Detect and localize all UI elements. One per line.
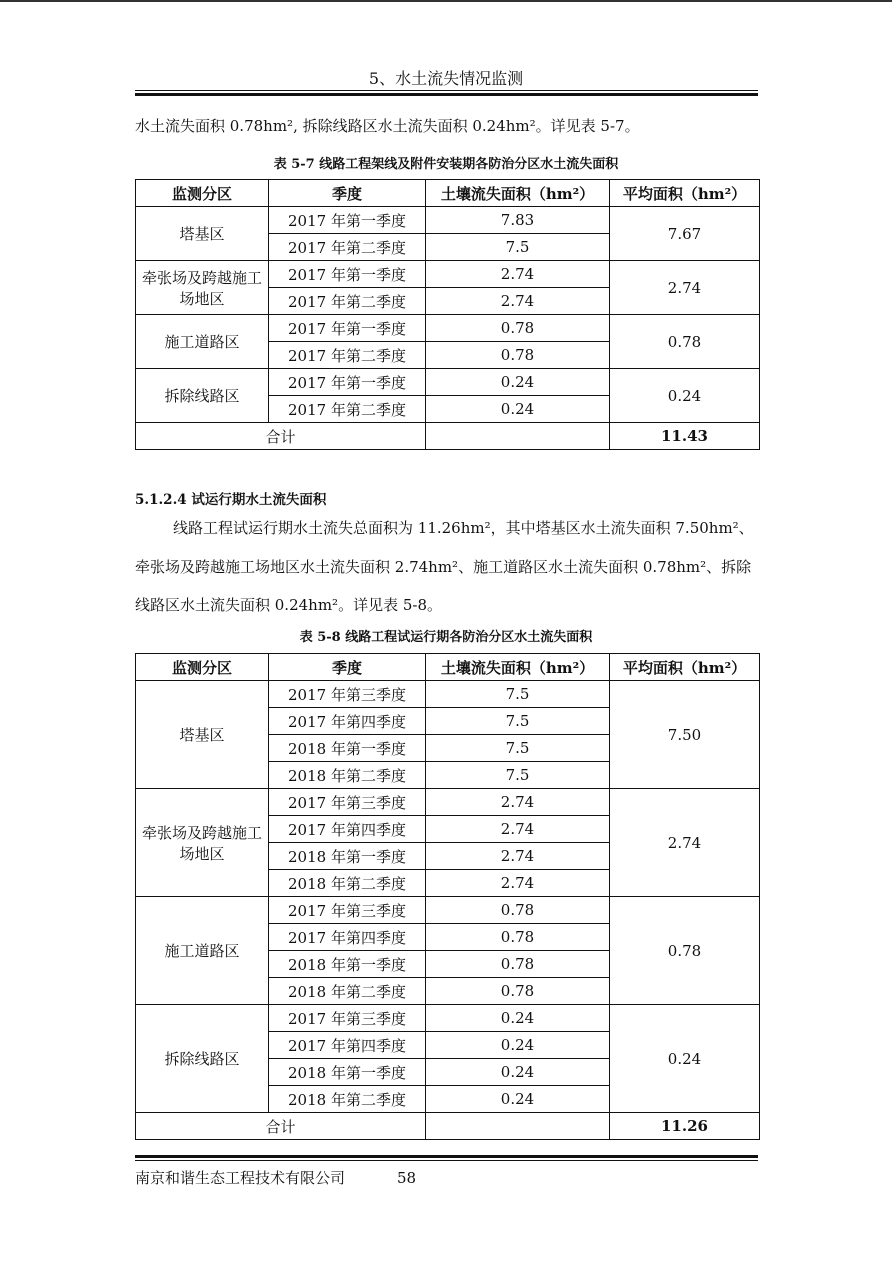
total-label: 合计 [136,423,426,450]
season-cell: 2017 年第一季度 [269,207,426,234]
average-cell: 0.78 [610,897,760,1005]
area-cell: 0.24 [426,1086,610,1113]
table-row [136,897,760,924]
table-5-7-caption: 表 5-7 线路工程架线及附件安装期各防治分区水土流失面积 [273,157,619,172]
section-body: 线路工程试运行期水土流失总面积为 11.26hm²，其中塔基区水土流失面积 7.50hm²、牵张场及跨越施工场地区水土流失面积 2.74hm²、施工道路区水土流失面积 0.78hm²、拆除线路区水土流失面积 0.24hm²。详见表 5-8。 [135,519,754,614]
season-cell: 2017 年第三季度 [269,897,426,924]
table-5-8-caption: 表 5-8 线路工程试运行期各防治分区水土流失面积 [299,630,593,645]
season-cell: 2018 年第二季度 [269,1086,426,1113]
average-cell: 0.78 [610,315,760,369]
season-cell: 2017 年第二季度 [269,342,426,369]
table-row [136,261,760,288]
area-cell: 0.78 [426,951,610,978]
header-rule-thin [135,90,758,91]
section-heading: 5.1.2.4 试运行期水土流失面积 [135,492,327,508]
area-cell: 0.24 [426,369,610,396]
header-zone: 监测分区 [136,654,269,681]
table-row [136,789,760,816]
intro-paragraph [135,117,758,135]
header-area: 土壤流失面积（hm²） [426,654,610,681]
zone-cell: 塔基区 [136,681,269,789]
zone-cell: 拆除线路区 [136,369,269,423]
total-row [136,1113,760,1140]
average-cell: 2.74 [610,261,760,315]
area-cell: 2.74 [426,816,610,843]
area-cell: 2.74 [426,789,610,816]
zone-cell: 牵张场及跨越施工场地区 [136,261,269,315]
season-cell: 2017 年第四季度 [269,708,426,735]
area-cell: 2.74 [426,870,610,897]
page-top-border [0,0,892,2]
average-cell: 0.24 [610,369,760,423]
header-average: 平均面积（hm²） [610,180,760,207]
season-cell: 2017 年第一季度 [269,369,426,396]
table-row [136,315,760,342]
company-name: 南京和谐生态工程技术有限公司 [135,1169,346,1187]
zone-cell: 拆除线路区 [136,1005,269,1113]
section-paragraph [135,509,758,625]
footer-rule-thick [135,1155,758,1158]
area-cell: 0.78 [426,978,610,1005]
area-cell: 0.24 [426,1005,610,1032]
average-cell: 2.74 [610,789,760,897]
zone-cell: 塔基区 [136,207,269,261]
season-cell: 2017 年第四季度 [269,816,426,843]
season-cell: 2017 年第三季度 [269,681,426,708]
header-zone: 监测分区 [136,180,269,207]
zone-cell: 施工道路区 [136,897,269,1005]
total-label: 合计 [136,1113,426,1140]
season-cell: 2018 年第一季度 [269,1059,426,1086]
total-row [136,423,760,450]
total-value: 11.43 [610,423,760,450]
average-cell: 7.50 [610,681,760,789]
table-row [136,369,760,396]
area-cell: 0.78 [426,897,610,924]
total-value: 11.26 [610,1113,760,1140]
header-rule-thick [135,93,758,96]
average-cell: 7.67 [610,207,760,261]
season-cell: 2018 年第二季度 [269,762,426,789]
season-cell: 2017 年第二季度 [269,234,426,261]
header-season: 季度 [269,180,426,207]
average-cell: 0.24 [610,1005,760,1113]
season-cell: 2017 年第一季度 [269,261,426,288]
empty-cell [426,1113,610,1140]
zone-cell: 牵张场及跨越施工场地区 [136,789,269,897]
area-cell: 2.74 [426,288,610,315]
area-cell: 7.5 [426,681,610,708]
table-5-7 [135,179,760,450]
zone-cell: 施工道路区 [136,315,269,369]
area-cell: 7.5 [426,708,610,735]
table-row [136,1005,760,1032]
season-cell: 2017 年第三季度 [269,789,426,816]
empty-cell [426,423,610,450]
season-cell: 2018 年第一季度 [269,843,426,870]
season-cell: 2018 年第二季度 [269,978,426,1005]
table-header-row [136,654,760,681]
table-header-row [136,180,760,207]
season-cell: 2017 年第四季度 [269,1032,426,1059]
area-cell: 0.24 [426,1032,610,1059]
season-cell: 2017 年第二季度 [269,288,426,315]
table-row [136,681,760,708]
table-row [136,207,760,234]
area-cell: 2.74 [426,843,610,870]
page-footer [135,1167,416,1188]
header-area: 土壤流失面积（hm²） [426,180,610,207]
area-cell: 0.78 [426,924,610,951]
season-cell: 2018 年第一季度 [269,735,426,762]
area-cell: 0.78 [426,315,610,342]
season-cell: 2018 年第一季度 [269,951,426,978]
area-cell: 7.83 [426,207,610,234]
header-average: 平均面积（hm²） [610,654,760,681]
season-cell: 2018 年第二季度 [269,870,426,897]
intro-line: 水土流失面积 0.78hm², 拆除线路区水土流失面积 0.24hm²。详见表 5-7。 [135,117,640,135]
header-season: 季度 [269,654,426,681]
season-cell: 2017 年第二季度 [269,396,426,423]
area-cell: 0.78 [426,342,610,369]
area-cell: 7.5 [426,735,610,762]
area-cell: 2.74 [426,261,610,288]
area-cell: 7.5 [426,234,610,261]
footer-rule-thin [135,1160,758,1161]
season-cell: 2017 年第三季度 [269,1005,426,1032]
page-number: 58 [397,1169,417,1187]
area-cell: 0.24 [426,1059,610,1086]
season-cell: 2017 年第四季度 [269,924,426,951]
area-cell: 0.24 [426,396,610,423]
chapter-header: 5、水土流失情况监测 [368,69,524,88]
season-cell: 2017 年第一季度 [269,315,426,342]
area-cell: 7.5 [426,762,610,789]
table-5-8 [135,653,760,1140]
